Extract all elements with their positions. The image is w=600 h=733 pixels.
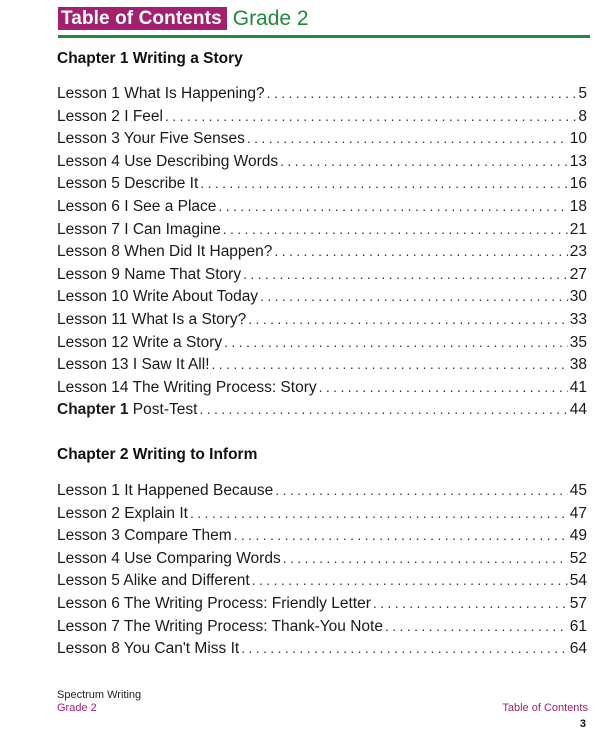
toc-page: 44 bbox=[569, 401, 587, 419]
toc-row[interactable] bbox=[57, 547, 587, 570]
toc-title: Lesson 14 The Writing Process: Story bbox=[57, 378, 317, 396]
toc-page: 21 bbox=[569, 220, 587, 238]
toc-title: Lesson 12 Write a Story bbox=[57, 333, 223, 351]
dot-leader bbox=[212, 353, 568, 376]
dot-leader bbox=[280, 150, 568, 173]
toc-row[interactable] bbox=[57, 105, 587, 128]
dot-leader bbox=[223, 218, 568, 241]
toc-title: Lesson 13 I Saw It All! bbox=[57, 356, 210, 374]
dot-leader bbox=[260, 285, 568, 308]
toc-title: Lesson 3 Compare Them bbox=[57, 527, 232, 545]
toc-title: Lesson 10 Write About Today bbox=[57, 288, 259, 306]
toc-page: 30 bbox=[569, 288, 587, 306]
dot-leader bbox=[385, 615, 568, 638]
toc-row[interactable] bbox=[57, 82, 587, 105]
toc-page: 45 bbox=[569, 482, 587, 499]
toc-row[interactable] bbox=[57, 285, 587, 308]
toc-title: Lesson 7 The Writing Process: Thank-You Note bbox=[57, 617, 383, 635]
toc-page: 16 bbox=[569, 175, 587, 193]
toc-row[interactable] bbox=[57, 479, 587, 502]
header-label: Table of Contents bbox=[58, 7, 227, 30]
toc-row[interactable] bbox=[57, 524, 587, 547]
toc-title: Lesson 4 Use Comparing Words bbox=[57, 549, 281, 567]
dot-leader bbox=[373, 592, 568, 615]
toc-row[interactable] bbox=[57, 637, 587, 660]
page-header bbox=[58, 6, 309, 31]
toc-page: 10 bbox=[569, 130, 587, 148]
dot-leader bbox=[247, 127, 568, 150]
chapter-2-heading: Chapter 2 Writing to Inform bbox=[57, 446, 258, 463]
toc-title: Lesson 1 What Is Happening? bbox=[57, 85, 265, 102]
dot-leader bbox=[200, 172, 567, 195]
toc-title: Lesson 8 When Did It Happen? bbox=[57, 243, 273, 261]
toc-title: Lesson 5 Alike and Different bbox=[57, 572, 250, 590]
chapter-1-heading: Chapter 1 Writing a Story bbox=[57, 50, 243, 67]
header-grade: Grade 2 bbox=[232, 7, 309, 30]
toc-page: 23 bbox=[569, 243, 587, 261]
toc-title: Lesson 8 You Can't Miss It bbox=[57, 640, 240, 658]
dot-leader bbox=[243, 263, 568, 286]
header-rule bbox=[58, 35, 590, 38]
toc-title: Lesson 1 It Happened Because bbox=[57, 482, 274, 499]
dot-leader bbox=[224, 331, 568, 354]
toc-page: 54 bbox=[569, 572, 587, 590]
footer-left bbox=[57, 689, 141, 715]
toc-title: Lesson 9 Name That Story bbox=[57, 265, 242, 283]
dot-leader bbox=[319, 376, 568, 399]
toc-page: 49 bbox=[569, 527, 587, 545]
dot-leader bbox=[283, 547, 568, 570]
dot-leader bbox=[190, 502, 568, 525]
toc-row[interactable] bbox=[57, 592, 587, 615]
dot-leader bbox=[275, 479, 567, 502]
toc-row[interactable] bbox=[57, 569, 587, 592]
toc-page: 5 bbox=[578, 85, 587, 102]
toc-page: 47 bbox=[569, 504, 587, 522]
toc-title bbox=[57, 399, 199, 421]
toc-page: 35 bbox=[569, 333, 587, 351]
toc-row[interactable] bbox=[57, 218, 587, 241]
toc-page: 57 bbox=[569, 594, 587, 612]
dot-leader bbox=[165, 105, 576, 128]
toc-page: 41 bbox=[569, 378, 587, 396]
toc-title: Lesson 6 The Writing Process: Friendly Letter bbox=[57, 594, 371, 612]
footer-grade: Grade 2 bbox=[57, 702, 97, 714]
toc-row[interactable] bbox=[57, 150, 587, 173]
toc-page: 64 bbox=[569, 640, 587, 658]
posttest-chapter-label: Chapter 1 bbox=[57, 401, 129, 419]
toc-row[interactable] bbox=[57, 172, 587, 195]
toc-page: 8 bbox=[578, 107, 587, 125]
toc-row[interactable] bbox=[57, 308, 587, 331]
toc-title: Lesson 11 What Is a Story? bbox=[57, 310, 247, 328]
toc-page: 33 bbox=[569, 310, 587, 328]
toc-page: 61 bbox=[569, 617, 587, 635]
dot-leader bbox=[241, 637, 568, 660]
toc-row[interactable] bbox=[57, 615, 587, 638]
dot-leader bbox=[248, 308, 567, 331]
toc-title: Lesson 2 Explain It bbox=[57, 504, 188, 522]
toc-row[interactable] bbox=[57, 502, 587, 525]
toc-title: Lesson 7 I Can Imagine bbox=[57, 220, 221, 238]
toc-title: Lesson 4 Use Describing Words bbox=[57, 152, 279, 170]
toc-row[interactable] bbox=[57, 376, 587, 399]
chapter-2-list bbox=[57, 479, 587, 660]
toc-row[interactable] bbox=[57, 353, 587, 376]
dot-leader bbox=[199, 398, 567, 421]
toc-row[interactable] bbox=[57, 331, 587, 354]
toc-page: 18 bbox=[569, 197, 587, 215]
posttest-label: Post-Test bbox=[128, 401, 198, 419]
toc-title: Lesson 2 I Feel bbox=[57, 107, 163, 125]
dot-leader bbox=[267, 82, 577, 105]
toc-row[interactable] bbox=[57, 240, 587, 263]
footer-page-number: 3 bbox=[579, 718, 586, 730]
toc-row[interactable] bbox=[57, 127, 587, 150]
toc-title: Lesson 6 I See a Place bbox=[57, 197, 217, 215]
toc-row[interactable] bbox=[57, 195, 587, 218]
toc-row-posttest[interactable] bbox=[57, 398, 587, 421]
footer-section: Table of Contents bbox=[502, 702, 588, 714]
dot-leader bbox=[234, 524, 568, 547]
footer-brand: Spectrum Writing bbox=[57, 689, 142, 701]
toc-page: 27 bbox=[569, 265, 587, 283]
toc-page: 13 bbox=[569, 152, 587, 170]
dot-leader bbox=[218, 195, 567, 218]
toc-row[interactable] bbox=[57, 263, 587, 286]
toc-page: 52 bbox=[569, 549, 587, 567]
chapter-1-list bbox=[57, 82, 587, 421]
dot-leader bbox=[252, 569, 568, 592]
toc-title: Lesson 3 Your Five Senses bbox=[57, 130, 245, 148]
dot-leader bbox=[274, 240, 567, 263]
toc-page: 38 bbox=[569, 356, 587, 374]
toc-title: Lesson 5 Describe It bbox=[57, 175, 199, 193]
